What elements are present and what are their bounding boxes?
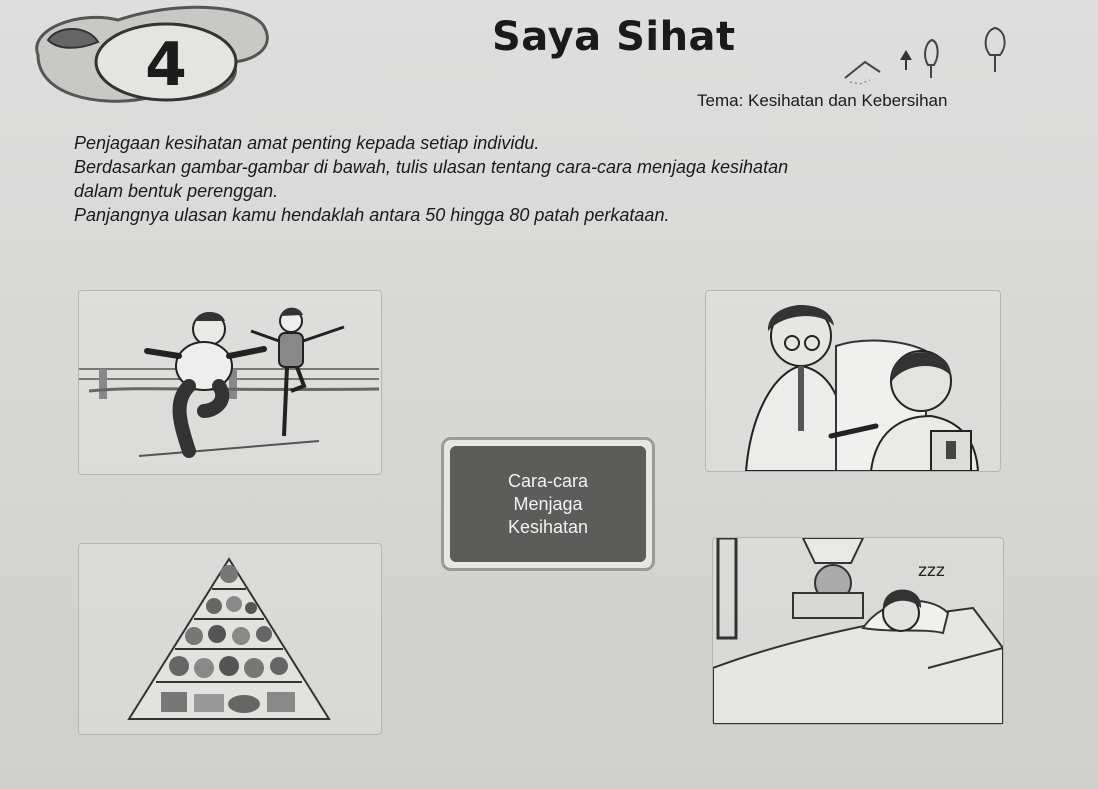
topic-box-inner (450, 446, 646, 562)
instruction-line: Panjangnya ulasan kamu hendaklah antara 50 hingga 80 patah perkataan. (74, 205, 670, 225)
page-title: Saya Sihat (492, 14, 736, 60)
theme-label: Tema: Kesihatan dan Kebersihan (697, 91, 948, 110)
topic-box (441, 437, 655, 571)
topic-line: Menjaga (513, 493, 583, 514)
sleeping-picture (712, 537, 1004, 725)
topic-line: Kesihatan (507, 516, 589, 537)
doctor-checkup-picture (705, 290, 1001, 472)
instruction-line: Penjagaan kesihatan amat penting kepada setiap individu. (74, 133, 540, 153)
instructions (74, 131, 1034, 227)
food-pyramid-picture (78, 543, 382, 735)
instruction-line: dalam bentuk perenggan. (74, 181, 279, 201)
sleep-zzz-text: zzz (918, 561, 945, 581)
tree-house-doodle (840, 20, 1030, 95)
topic-line: Cara-cara (507, 470, 589, 491)
number-badge (18, 0, 278, 110)
instruction-line: Berdasarkan gambar-gambar di bawah, tulis ulasan tentang cara-cara menjaga kesihatan (74, 157, 789, 177)
exercise-picture (78, 290, 382, 475)
number-text: 4 (145, 30, 187, 100)
